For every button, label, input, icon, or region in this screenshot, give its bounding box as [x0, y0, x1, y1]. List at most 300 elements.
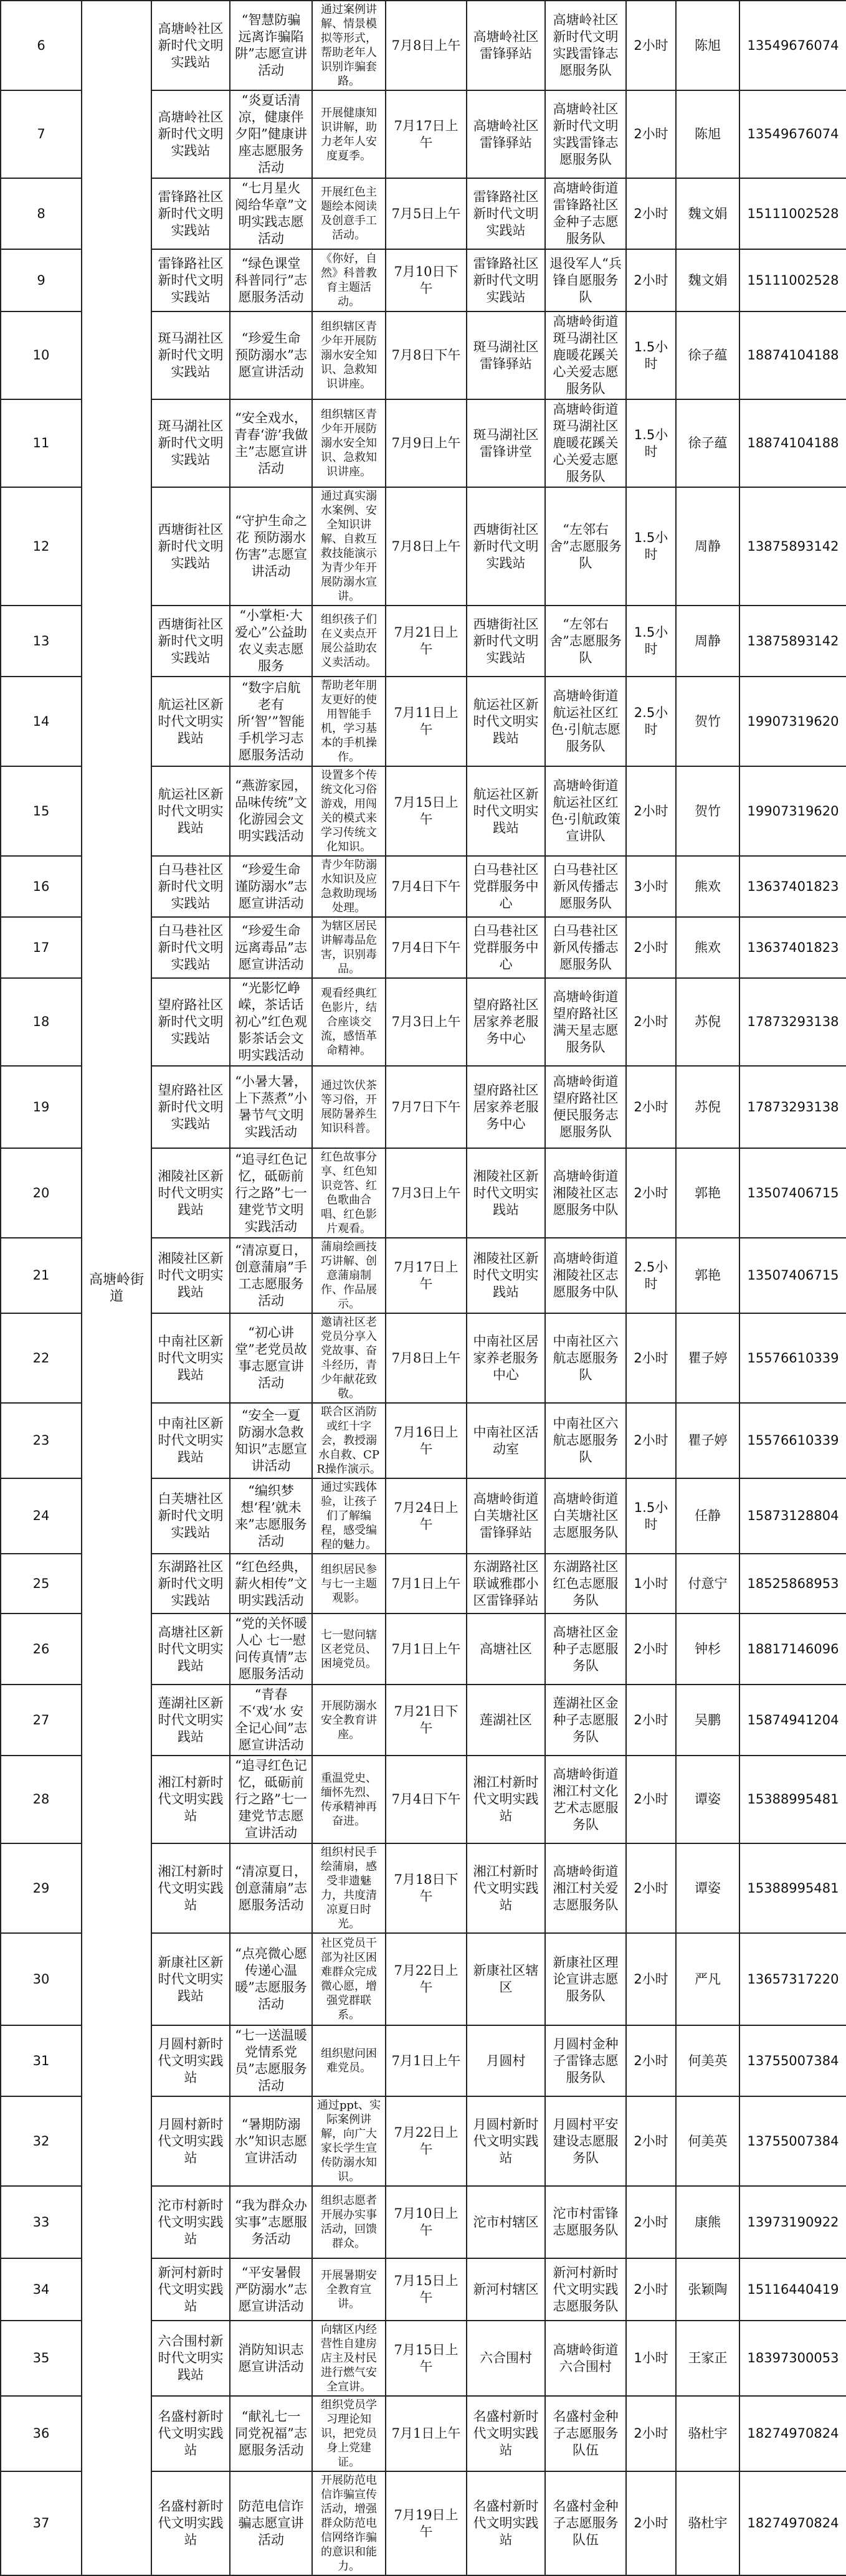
volunteer-team-cell: 中南社区六航志愿服务队	[545, 1313, 626, 1403]
activity-content-cell: 通过实践体验，让孩子们了解编程，感受编程的魅力。	[312, 1478, 386, 1554]
duration-cell: 3小时	[626, 856, 676, 917]
activity-location-cell: 航运社区新时代文明实践站	[467, 766, 545, 856]
activity-name-cell: “党的关怀暖人心 七一慰问传真情”志愿服务活动	[230, 1614, 312, 1685]
contact-person-cell: 苏倪	[676, 978, 739, 1066]
contact-person-cell: 何美英	[676, 2096, 739, 2186]
activity-name-cell: “追寻红色记忆，砥砺前行之路”七一建党节文明实践活动	[230, 1148, 312, 1238]
contact-person-cell: 徐子蕴	[676, 399, 739, 487]
duration-cell: 1小时	[626, 2321, 676, 2396]
contact-phone-cell: 15388995481	[739, 1843, 846, 1933]
volunteer-team-cell: “左邻右舍”志愿服务队	[545, 487, 626, 606]
contact-person-cell: 陈旭	[676, 90, 739, 178]
activity-content-cell: 组织慰问困难党员。	[312, 2025, 386, 2096]
activity-name-cell: “光影忆峥嵘，茶话话初心”红色观影茶话会文明实践活动	[230, 978, 312, 1066]
activity-location-cell: 航运社区新时代文明实践站	[467, 677, 545, 766]
row-number: 9	[1, 249, 82, 311]
activity-time-cell: 7月22日上午	[386, 1933, 467, 2025]
activity-name-cell: “初心讲堂”老党员故事志愿宣讲活动	[230, 1313, 312, 1403]
contact-phone-cell: 13637401823	[739, 856, 846, 917]
row-number: 13	[1, 606, 82, 677]
duration-cell: 2小时	[626, 1148, 676, 1238]
venue-cell: 莲湖社区新时代文明实践站	[151, 1685, 230, 1756]
activity-location-cell: 六合围村	[467, 2321, 545, 2396]
venue-cell: 湘江村新时代文明实践站	[151, 1843, 230, 1933]
row-number: 11	[1, 399, 82, 487]
activity-content-cell: 组织辖区青少年开展防溺水安全知识、急救知识讲座。	[312, 311, 386, 399]
duration-cell: 2小时	[626, 978, 676, 1066]
volunteer-team-cell: 高塘岭街道雷锋路社区金种子志愿服务队	[545, 178, 626, 249]
volunteer-team-cell: 高塘岭街道湘江村文化艺术志愿服务队	[545, 1756, 626, 1843]
volunteer-team-cell: 白马巷社区新风传播志愿服务队	[545, 917, 626, 978]
activity-location-cell: 湘江村新时代文明实践站	[467, 1843, 545, 1933]
activity-content-cell: 组织志愿者开展办实事活动，回馈群众。	[312, 2186, 386, 2258]
row-number: 24	[1, 1478, 82, 1554]
volunteer-team-cell: 高塘岭街道白芙塘社区志愿服务队	[545, 1478, 626, 1554]
venue-cell: 白马巷社区新时代文明实践站	[151, 856, 230, 917]
activity-content-cell: 开展健康知识讲解，助力老年人安度夏季。	[312, 90, 386, 178]
activity-location-cell: 雷锋路社区新时代文明实践站	[467, 178, 545, 249]
activity-location-cell: 中南社区活动室	[467, 1403, 545, 1478]
contact-phone-cell: 19907319620	[739, 677, 846, 766]
duration-cell: 2小时	[626, 1933, 676, 2025]
contact-person-cell: 谭姿	[676, 1756, 739, 1843]
contact-phone-cell: 15576610339	[739, 1313, 846, 1403]
volunteer-team-cell: 名盛村金种子志愿服务队伍	[545, 2396, 626, 2471]
duration-cell: 2小时	[626, 2025, 676, 2096]
venue-cell: 名盛村新时代文明实践站	[151, 2396, 230, 2471]
contact-person-cell: 郭艳	[676, 1238, 739, 1313]
row-number: 10	[1, 311, 82, 399]
activity-name-cell: “点亮微心愿 传递心温暖”志愿服务活动	[230, 1933, 312, 2025]
activity-content-cell: 开展暑期安全教育宣讲。	[312, 2258, 386, 2321]
activity-location-cell: 名盛村新时代文明实践站	[467, 2471, 545, 2575]
activity-time-cell: 7月1日上午	[386, 1554, 467, 1614]
contact-person-cell: 付意宁	[676, 1554, 739, 1614]
row-number: 8	[1, 178, 82, 249]
activity-time-cell: 7月3日上午	[386, 978, 467, 1066]
activity-name-cell: “绿色课堂 科普同行”志愿服务活动	[230, 249, 312, 311]
contact-phone-cell: 15873128804	[739, 1478, 846, 1554]
row-number: 19	[1, 1066, 82, 1148]
venue-cell: 望府路社区新时代文明实践站	[151, 978, 230, 1066]
activity-content-cell: 为辖区居民讲解毒品危害，识别毒品。	[312, 917, 386, 978]
activity-name-cell: “青春不‘戏’水 安全记心间”志愿宣讲活动	[230, 1685, 312, 1756]
row-number: 36	[1, 2396, 82, 2471]
activity-content-cell: 通过案例讲解、情景模拟等形式，帮助老年人识别诈骗套路。	[312, 1, 386, 90]
duration-cell: 2.5小时	[626, 1238, 676, 1313]
contact-phone-cell: 15116440419	[739, 2258, 846, 2321]
venue-cell: 湘陵社区新时代文明实践站	[151, 1148, 230, 1238]
volunteer-team-cell: 中南社区六航志愿服务队	[545, 1403, 626, 1478]
activity-content-cell: 向辖区内经营性自建房店主及村民进行燃气安全宣讲。	[312, 2321, 386, 2396]
activity-location-cell: 莲湖社区	[467, 1685, 545, 1756]
street-cell: 高塘岭街道	[82, 1, 151, 2575]
contact-phone-cell: 15111002528	[739, 178, 846, 249]
activity-time-cell: 7月5日上午	[386, 178, 467, 249]
volunteer-team-cell: 高塘岭街道望府路社区满天星志愿服务队	[545, 978, 626, 1066]
venue-cell: 高塘岭社区新时代文明实践站	[151, 1, 230, 90]
activity-time-cell: 7月4日下午	[386, 856, 467, 917]
activity-name-cell: “数字启航 老有所‘智’”智能手机学习志愿服务活动	[230, 677, 312, 766]
row-number: 12	[1, 487, 82, 606]
activity-location-cell: 西塘街社区新时代文明实践站	[467, 606, 545, 677]
volunteer-team-cell: 高塘岭街道航运社区红色·引航志愿服务队	[545, 677, 626, 766]
activity-name-cell: “暑期防溺水”知识志愿宣讲活动	[230, 2096, 312, 2186]
contact-phone-cell: 13973190922	[739, 2186, 846, 2258]
duration-cell: 2小时	[626, 2258, 676, 2321]
volunteer-team-cell: 沱市村雷锋志愿服务队	[545, 2186, 626, 2258]
venue-cell: 高塘岭社区新时代文明实践站	[151, 90, 230, 178]
venue-cell: 湘江村新时代文明实践站	[151, 1756, 230, 1843]
activity-content-cell: 通过ppt、实际案例讲解，向广大家长学生宣传防溺水知识。	[312, 2096, 386, 2186]
contact-person-cell: 周静	[676, 606, 739, 677]
activity-location-cell: 月圆村新时代文明实践站	[467, 2096, 545, 2186]
duration-cell: 2小时	[626, 766, 676, 856]
activity-name-cell: “编织梦想‘程’就未来”志愿服务活动	[230, 1478, 312, 1554]
activity-name-cell: “智慧防骗 远离诈骗陷阱”志愿宣讲活动	[230, 1, 312, 90]
row-number: 34	[1, 2258, 82, 2321]
row-number: 18	[1, 978, 82, 1066]
activity-location-cell: 名盛村新时代文明实践站	[467, 2396, 545, 2471]
activity-time-cell: 7月1日上午	[386, 2025, 467, 2096]
venue-cell: 新康社区新时代文明实践站	[151, 1933, 230, 2025]
activity-location-cell: 沱市村辖区	[467, 2186, 545, 2258]
contact-phone-cell: 18397300053	[739, 2321, 846, 2396]
venue-cell: 月圆村新时代文明实践站	[151, 2096, 230, 2186]
activity-name-cell: “献礼七一 同党祝福”志愿服务活动	[230, 2396, 312, 2471]
activity-location-cell: 湘江村新时代文明实践站	[467, 1756, 545, 1843]
activity-location-cell: 雷锋路社区新时代文明实践站	[467, 249, 545, 311]
contact-phone-cell: 13549676074	[739, 1, 846, 90]
volunteer-team-cell: 高塘岭街道航运社区红色·引航政策宣讲队	[545, 766, 626, 856]
contact-phone-cell: 15388995481	[739, 1756, 846, 1843]
activity-name-cell: “七月星火 阅给华章”文明实践志愿活动	[230, 178, 312, 249]
row-number: 35	[1, 2321, 82, 2396]
contact-person-cell: 贺竹	[676, 766, 739, 856]
duration-cell: 2小时	[626, 1756, 676, 1843]
activity-name-cell: “安全一夏 防溺水急救知识”志愿宣讲活动	[230, 1403, 312, 1478]
activity-name-cell: “小暑大暑，上下蒸煮”小暑节气文明实践活动	[230, 1066, 312, 1148]
activity-name-cell: “珍爱生命 预防溺水”志愿宣讲活动	[230, 311, 312, 399]
activity-location-cell: 斑马湖社区雷锋讲堂	[467, 399, 545, 487]
activity-content-cell: 组织孩子们在义卖点开展公益助农义卖活动。	[312, 606, 386, 677]
activity-time-cell: 7月4日下午	[386, 1756, 467, 1843]
activity-time-cell: 7月1日上午	[386, 1614, 467, 1685]
duration-cell: 2小时	[626, 1685, 676, 1756]
activity-location-cell: 湘陵社区新时代文明实践站	[467, 1238, 545, 1313]
activity-name-cell: “清凉夏日，创意蒲扇”志愿服务活动	[230, 1843, 312, 1933]
activity-content-cell: 开展红色主题绘本阅读及创意手工活动。	[312, 178, 386, 249]
contact-person-cell: 何美英	[676, 2025, 739, 2096]
duration-cell: 1.5小时	[626, 1478, 676, 1554]
venue-cell: 中南社区新时代文明实践站	[151, 1403, 230, 1478]
activity-name-cell: “清凉夏日，创意蒲扇”手工志愿服务活动	[230, 1238, 312, 1313]
activity-time-cell: 7月15日上午	[386, 2321, 467, 2396]
venue-cell: 斑马湖社区新时代文明实践站	[151, 399, 230, 487]
volunteer-team-cell: 退役军人“兵锋自愿服务队	[545, 249, 626, 311]
venue-cell: 新河村新时代文明实践站	[151, 2258, 230, 2321]
duration-cell: 2小时	[626, 90, 676, 178]
activity-location-cell: 白马巷社区党群服务中心	[467, 917, 545, 978]
row-number: 29	[1, 1843, 82, 1933]
venue-cell: 高塘社区新时代文明实践站	[151, 1614, 230, 1685]
volunteer-team-cell: 高塘岭社区新时代文明实践雷锋志愿服务队	[545, 1, 626, 90]
volunteer-team-cell: 新康社区理论宣讲志愿服务队	[545, 1933, 626, 2025]
contact-phone-cell: 13507406715	[739, 1238, 846, 1313]
venue-cell: 月圆村新时代文明实践站	[151, 2025, 230, 2096]
venue-cell: 六合围村新时代文明实践站	[151, 2321, 230, 2396]
venue-cell: 湘陵社区新时代文明实践站	[151, 1238, 230, 1313]
activity-content-cell: 组织党员学习理论知识，把党员身上党建证。	[312, 2396, 386, 2471]
contact-person-cell: 瞿子婷	[676, 1313, 739, 1403]
activity-location-cell: 西塘街社区新时代文明实践站	[467, 487, 545, 606]
duration-cell: 2小时	[626, 917, 676, 978]
volunteer-team-cell: 月圆村平安建设志愿服务队	[545, 2096, 626, 2186]
duration-cell: 2小时	[626, 1403, 676, 1478]
activity-name-cell: 防范电信诈骗志愿宣讲活动	[230, 2471, 312, 2575]
activity-location-cell: 高塘岭社区雷锋驿站	[467, 90, 545, 178]
activity-time-cell: 7月7日下午	[386, 1066, 467, 1148]
activity-time-cell: 7月24日上午	[386, 1478, 467, 1554]
volunteer-team-cell: 高塘岭街道湘陵社区志愿服务中队	[545, 1238, 626, 1313]
activity-content-cell: 通过饮伏茶等习俗，开展防暑养生知识科普。	[312, 1066, 386, 1148]
activity-content-cell: 组织居民参与七一主题观影。	[312, 1554, 386, 1614]
table-row	[1, 1, 846, 90]
contact-person-cell: 康熊	[676, 2186, 739, 2258]
activity-name-cell: “珍爱生命 谨防溺水”志愿宣讲活动	[230, 856, 312, 917]
activity-time-cell: 7月10日上午	[386, 2186, 467, 2258]
activity-name-cell: 消防知识志愿宣讲活动	[230, 2321, 312, 2396]
row-number: 32	[1, 2096, 82, 2186]
contact-person-cell: 熊欢	[676, 917, 739, 978]
contact-person-cell: 徐子蕴	[676, 311, 739, 399]
activity-time-cell: 7月19日上午	[386, 2471, 467, 2575]
activity-content-cell: 蒲扇绘画技巧讲解、创意蒲扇制作、作品展示。	[312, 1238, 386, 1313]
contact-person-cell: 骆杜宇	[676, 2396, 739, 2471]
activity-time-cell: 7月22日上午	[386, 2096, 467, 2186]
contact-person-cell: 严凡	[676, 1933, 739, 2025]
venue-cell: 西塘街社区新时代文明实践站	[151, 487, 230, 606]
volunteer-team-cell: 高塘岭社区新时代文明实践雷锋志愿服务队	[545, 90, 626, 178]
activity-content-cell: 联合区消防或红十字会，教授溺水自救、CPR操作演示。	[312, 1403, 386, 1478]
activity-content-cell: 《你好，自然》科普教育主题活动。	[312, 249, 386, 311]
venue-cell: 望府路社区新时代文明实践站	[151, 1066, 230, 1148]
duration-cell: 1小时	[626, 1554, 676, 1614]
activity-name-cell: “七一送温暖 党情系党员”志愿服务活动	[230, 2025, 312, 2096]
row-number: 37	[1, 2471, 82, 2575]
contact-phone-cell: 13657317220	[739, 1933, 846, 2025]
activity-time-cell: 7月11日上午	[386, 677, 467, 766]
activity-time-cell: 7月10日下午	[386, 249, 467, 311]
contact-person-cell: 张颖陶	[676, 2258, 739, 2321]
activity-location-cell: 高塘岭街道白芙塘社区雷锋驿站	[467, 1478, 545, 1554]
venue-cell: 雷锋路社区新时代文明实践站	[151, 178, 230, 249]
contact-phone-cell: 18817146096	[739, 1614, 846, 1685]
activity-time-cell: 7月18日下午	[386, 1843, 467, 1933]
activity-name-cell: “守护生命之花 预防溺水伤害”志愿宣讲活动	[230, 487, 312, 606]
activity-content-cell: 邀请社区老党员分享入党故事、奋斗经历，青少年献花致敬。	[312, 1313, 386, 1403]
contact-person-cell: 王家正	[676, 2321, 739, 2396]
activity-time-cell: 7月15日上午	[386, 2258, 467, 2321]
activity-time-cell: 7月8日上午	[386, 1, 467, 90]
volunteer-team-cell: 高塘岭街道六合围村	[545, 2321, 626, 2396]
row-number: 30	[1, 1933, 82, 2025]
volunteer-team-cell: 白马巷社区新风传播志愿服务队	[545, 856, 626, 917]
activity-time-cell: 7月21日上午	[386, 606, 467, 677]
activity-content-cell: 开展防溺水安全教育讲座。	[312, 1685, 386, 1756]
row-number: 14	[1, 677, 82, 766]
duration-cell: 2小时	[626, 1, 676, 90]
duration-cell: 1.5小时	[626, 606, 676, 677]
venue-cell: 雷锋路社区新时代文明实践站	[151, 249, 230, 311]
activity-content-cell: 开展防范电信诈骗宣传活动，增强群众防范电信网络诈骗的意识和能力。	[312, 2471, 386, 2575]
venue-cell: 东湖路社区新时代文明实践站	[151, 1554, 230, 1614]
row-number: 22	[1, 1313, 82, 1403]
row-number: 28	[1, 1756, 82, 1843]
volunteer-team-cell: “左邻右舍”志愿服务队	[545, 606, 626, 677]
duration-cell: 2.5小时	[626, 677, 676, 766]
duration-cell: 2小时	[626, 2396, 676, 2471]
volunteer-team-cell: 高塘岭街道望府路社区便民服务志愿服务队	[545, 1066, 626, 1148]
duration-cell: 1.5小时	[626, 399, 676, 487]
activity-content-cell: 组织辖区青少年开展防溺水安全知识、急救知识讲座。	[312, 399, 386, 487]
activity-location-cell: 新河村辖区	[467, 2258, 545, 2321]
venue-cell: 斑马湖社区新时代文明实践站	[151, 311, 230, 399]
activity-time-cell: 7月21日下午	[386, 1685, 467, 1756]
row-number: 21	[1, 1238, 82, 1313]
activity-time-cell: 7月8日上午	[386, 1313, 467, 1403]
contact-phone-cell: 13755007384	[739, 2096, 846, 2186]
volunteer-team-cell: 莲湖社区金种子志愿服务队	[545, 1685, 626, 1756]
duration-cell: 2小时	[626, 178, 676, 249]
activity-name-cell: “小掌柜·大爱心”公益助农义卖志愿服务	[230, 606, 312, 677]
contact-phone-cell: 18274970824	[739, 2396, 846, 2471]
volunteer-team-cell: 月圆村金种子雷锋志愿服务队	[545, 2025, 626, 2096]
contact-person-cell: 钟杉	[676, 1614, 739, 1685]
row-number: 6	[1, 1, 82, 90]
volunteer-team-cell: 高塘岭街道斑马湖社区鹿暖花蹊关心关爱志愿服务队	[545, 399, 626, 487]
contact-person-cell: 周静	[676, 487, 739, 606]
activity-name-cell: “红色经典，薪火相传”文明实践活动	[230, 1554, 312, 1614]
activity-name-cell: “燕游家园，品味传统”文化游园会文明实践活动	[230, 766, 312, 856]
row-number: 16	[1, 856, 82, 917]
contact-phone-cell: 18874104188	[739, 311, 846, 399]
contact-phone-cell: 13875893142	[739, 606, 846, 677]
row-number: 26	[1, 1614, 82, 1685]
activity-name-cell: “炎夏话清凉，健康伴夕阳”健康讲座志愿服务活动	[230, 90, 312, 178]
contact-person-cell: 骆杜宇	[676, 2471, 739, 2575]
activity-time-cell: 7月16日上午	[386, 1403, 467, 1478]
contact-phone-cell: 18525868953	[739, 1554, 846, 1614]
venue-cell: 白芙塘社区新时代文明实践站	[151, 1478, 230, 1554]
duration-cell: 2小时	[626, 1066, 676, 1148]
row-number: 31	[1, 2025, 82, 2096]
activity-time-cell: 7月8日上午	[386, 487, 467, 606]
row-number: 33	[1, 2186, 82, 2258]
activity-name-cell: “平安暑假 严防溺水”志愿宣讲活动	[230, 2258, 312, 2321]
contact-phone-cell: 17873293138	[739, 978, 846, 1066]
duration-cell: 2小时	[626, 2471, 676, 2575]
row-number: 7	[1, 90, 82, 178]
row-number: 27	[1, 1685, 82, 1756]
contact-person-cell: 吴鹏	[676, 1685, 739, 1756]
volunteer-team-cell: 东湖路社区红色志愿服务队	[545, 1554, 626, 1614]
activity-location-cell: 东湖路社区联诚雅郡小区雷锋驿站	[467, 1554, 545, 1614]
activity-time-cell: 7月8日下午	[386, 311, 467, 399]
duration-cell: 2小时	[626, 1313, 676, 1403]
contact-person-cell: 熊欢	[676, 856, 739, 917]
venue-cell: 名盛村新时代文明实践站	[151, 2471, 230, 2575]
volunteer-team-cell: 高塘岭街道湘陵社区志愿服务中队	[545, 1148, 626, 1238]
volunteer-team-cell: 高塘社区金种子志愿服务队	[545, 1614, 626, 1685]
activity-name-cell: “我为群众办实事”志愿服务活动	[230, 2186, 312, 2258]
venue-cell: 西塘街社区新时代文明实践站	[151, 606, 230, 677]
activity-location-cell: 新康社区辖区	[467, 1933, 545, 2025]
activity-location-cell: 白马巷社区党群服务中心	[467, 856, 545, 917]
row-number: 25	[1, 1554, 82, 1614]
volunteer-team-cell: 高塘岭街道斑马湖社区鹿暖花蹊关心关爱志愿服务队	[545, 311, 626, 399]
activity-name-cell: “安全戏水，青春‘游’我做主”志愿宣讲活动	[230, 399, 312, 487]
activity-location-cell: 望府路社区居家养老服务中心	[467, 978, 545, 1066]
contact-person-cell: 谭姿	[676, 1843, 739, 1933]
activity-content-cell: 青少年防溺水知识及应急救助现场处理。	[312, 856, 386, 917]
contact-person-cell: 魏文娟	[676, 249, 739, 311]
activity-location-cell: 月圆村	[467, 2025, 545, 2096]
activity-content-cell: 七一慰问辖区老党员、困境党员。	[312, 1614, 386, 1685]
activity-time-cell: 7月15日上午	[386, 766, 467, 856]
contact-phone-cell: 13549676074	[739, 90, 846, 178]
duration-cell: 1.5小时	[626, 487, 676, 606]
contact-phone-cell: 18874104188	[739, 399, 846, 487]
volunteer-team-cell: 名盛村金种子志愿服务队伍	[545, 2471, 626, 2575]
activity-time-cell: 7月17日上午	[386, 90, 467, 178]
contact-phone-cell: 13637401823	[739, 917, 846, 978]
row-number: 23	[1, 1403, 82, 1478]
row-number: 17	[1, 917, 82, 978]
venue-cell: 中南社区新时代文明实践站	[151, 1313, 230, 1403]
contact-person-cell: 郭艳	[676, 1148, 739, 1238]
contact-person-cell: 任静	[676, 1478, 739, 1554]
activity-location-cell: 湘陵社区新时代文明实践站	[467, 1148, 545, 1238]
venue-cell: 航运社区新时代文明实践站	[151, 677, 230, 766]
contact-person-cell: 贺竹	[676, 677, 739, 766]
contact-phone-cell: 18274970824	[739, 2471, 846, 2575]
activity-location-cell: 高塘岭社区雷锋驿站	[467, 1, 545, 90]
activity-content-cell: 通过真实溺水案例、安全知识讲解、自救互救技能演示为青少年开展防溺水宣讲。	[312, 487, 386, 606]
activity-time-cell: 7月4日下午	[386, 917, 467, 978]
activity-time-cell: 7月9日上午	[386, 399, 467, 487]
venue-cell: 沱市村新时代文明实践站	[151, 2186, 230, 2258]
contact-person-cell: 魏文娟	[676, 178, 739, 249]
activity-location-cell: 斑马湖社区雷锋驿站	[467, 311, 545, 399]
activity-time-cell: 7月1日上午	[386, 2396, 467, 2471]
volunteer-team-cell: 新河村新时代文明实践志愿服务队	[545, 2258, 626, 2321]
activity-location-cell: 高塘社区	[467, 1614, 545, 1685]
activity-content-cell: 观看经典红色影片，结合座谈交流，感悟革命精神。	[312, 978, 386, 1066]
contact-phone-cell: 15874941204	[739, 1685, 846, 1756]
activity-location-cell: 望府路社区居家养老服务中心	[467, 1066, 545, 1148]
activity-content-cell: 组织村民手绘蒲扇，感受非遗魅力，共度清凉夏日时光。	[312, 1843, 386, 1933]
activity-content-cell: 帮助老年朋友更好的使用智能手机，学习基本的手机操作。	[312, 677, 386, 766]
duration-cell: 2小时	[626, 1614, 676, 1685]
activity-content-cell: 设置多个传统文化习俗游戏，用闯关的模式来学习传统文化知识。	[312, 766, 386, 856]
duration-cell: 2小时	[626, 2186, 676, 2258]
contact-phone-cell: 13875893142	[739, 487, 846, 606]
contact-phone-cell: 19907319620	[739, 766, 846, 856]
contact-person-cell: 苏倪	[676, 1066, 739, 1148]
duration-cell: 1.5小时	[626, 311, 676, 399]
duration-cell: 2小时	[626, 1843, 676, 1933]
